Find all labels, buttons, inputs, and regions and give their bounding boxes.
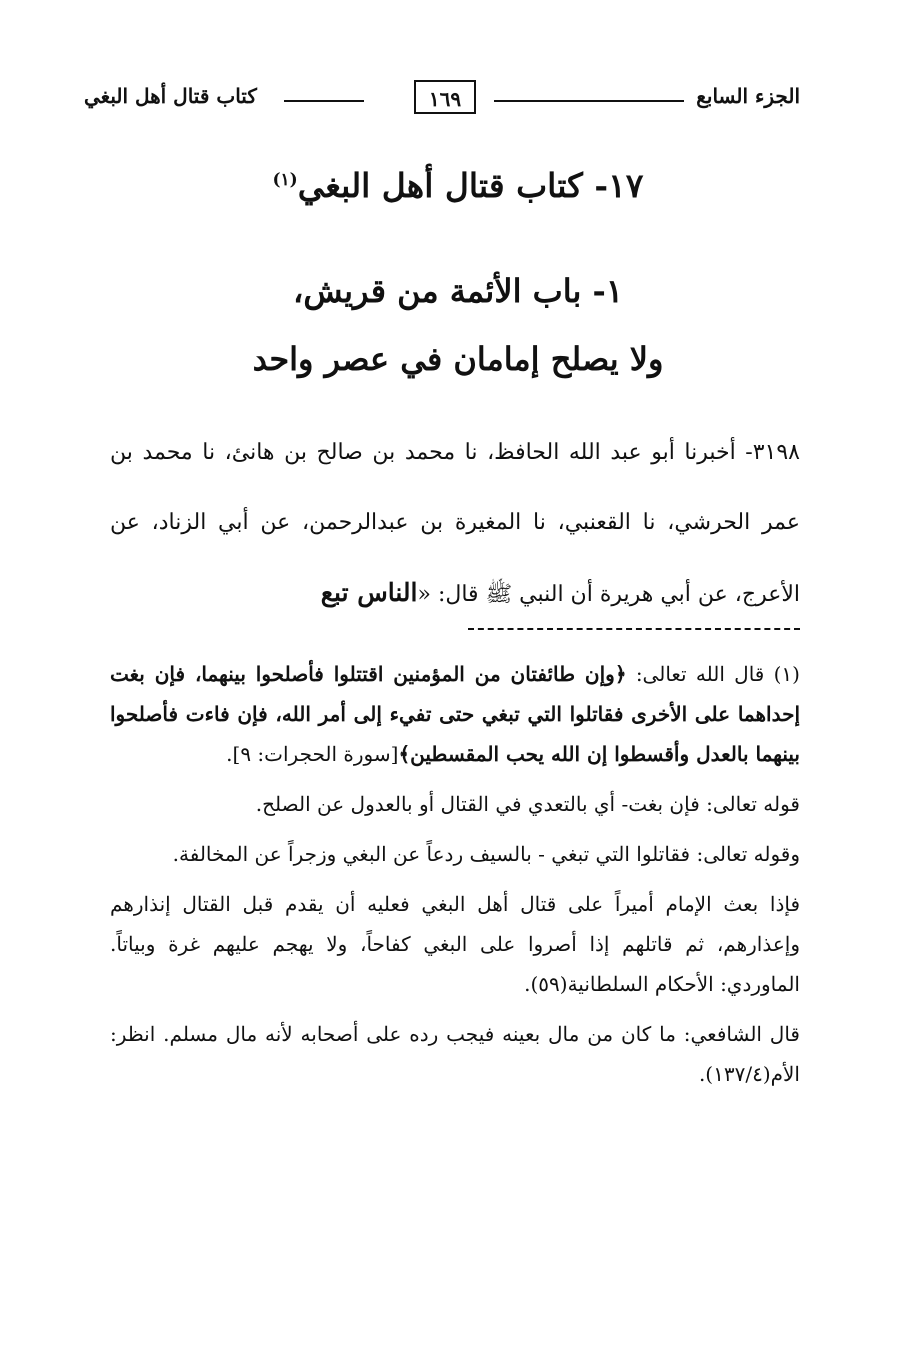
verse-reference: [سورة الحجرات: ٩]. [226, 742, 399, 766]
footnote-separator [468, 628, 800, 630]
footnote-paragraph-2: قوله تعالى: فإن بغت- أي بالتعدي في القتال أو بالعدول عن الصلح. [255, 792, 800, 816]
hadith-chain-text: ٣١٩٨- أخبرنا أبو عبد الله الحافظ، نا محمد بن صالح بن هانئ، نا محمد بن عمر الحرشي، نا القعنبي، نا المغيرة بن عبدالرحمن، عن أبي الزناد، عن الأعرج، عن أبي هريرة أن النبي ﷺ قال: « [110, 440, 800, 607]
quran-verse: ﴿وإن طائفتان من المؤمنين اقتتلوا فأصلحوا بينهما، فإن بغت إحداهما على الأخرى فقاتلوا التي تبغي حتى تفيء إلى أمر الله، فإن فاءت فأصلحوا بينهما بالعدل وأقسطوا إن الله يحب المقسطين﴾ [110, 662, 800, 766]
volume-label: الجزء السابع [696, 84, 800, 108]
header-rule-right [494, 100, 684, 102]
section-title-line-1: ١- باب الأئمة من قريش، [293, 272, 623, 310]
footnote-paragraph-3: وقوله تعالى: فقاتلوا التي تبغي - بالسيف ردعاً عن البغي وزجراً عن المخالفة. [172, 842, 800, 866]
footnote-1 [110, 654, 800, 774]
hadith-paragraph [110, 418, 800, 630]
running-header [84, 78, 800, 122]
chapter-title [80, 166, 836, 205]
book-title-label: كتاب قتال أهل البغي [84, 84, 257, 108]
section-title-line-2: ولا يصلح إمامان في عصر واحد [252, 340, 664, 378]
page-number: ١٦٩ [414, 80, 476, 114]
hadith-matn-start: الناس تبع [320, 578, 418, 607]
footnote-reference: (١) [272, 170, 298, 190]
footnote-paragraph-4: فإذا بعث الإمام أميراً على قتال أهل البغي فعليه أن يقدم قبل القتال إنذارهم وإعذارهم، ثم قاتلهم إذا أصروا على البغي كفاحاً، ولا يهجم عليهم غرة وبياتاً. الماوردي: الأحكام السلطانية(٥٩). [110, 892, 801, 996]
footnote-paragraph-5: قال الشافعي: ما كان من مال بعينه فيجب رده على أصحابه لأنه مال مسلم. انظر: الأم(١٣٧/٤). [110, 1022, 800, 1086]
footnote-1-prefix: (١) قال الله تعالى: [626, 662, 800, 686]
header-rule-left [284, 100, 364, 102]
chapter-title-text: ١٧- كتاب قتال أهل البغي [297, 166, 644, 205]
footnotes [110, 654, 800, 1104]
